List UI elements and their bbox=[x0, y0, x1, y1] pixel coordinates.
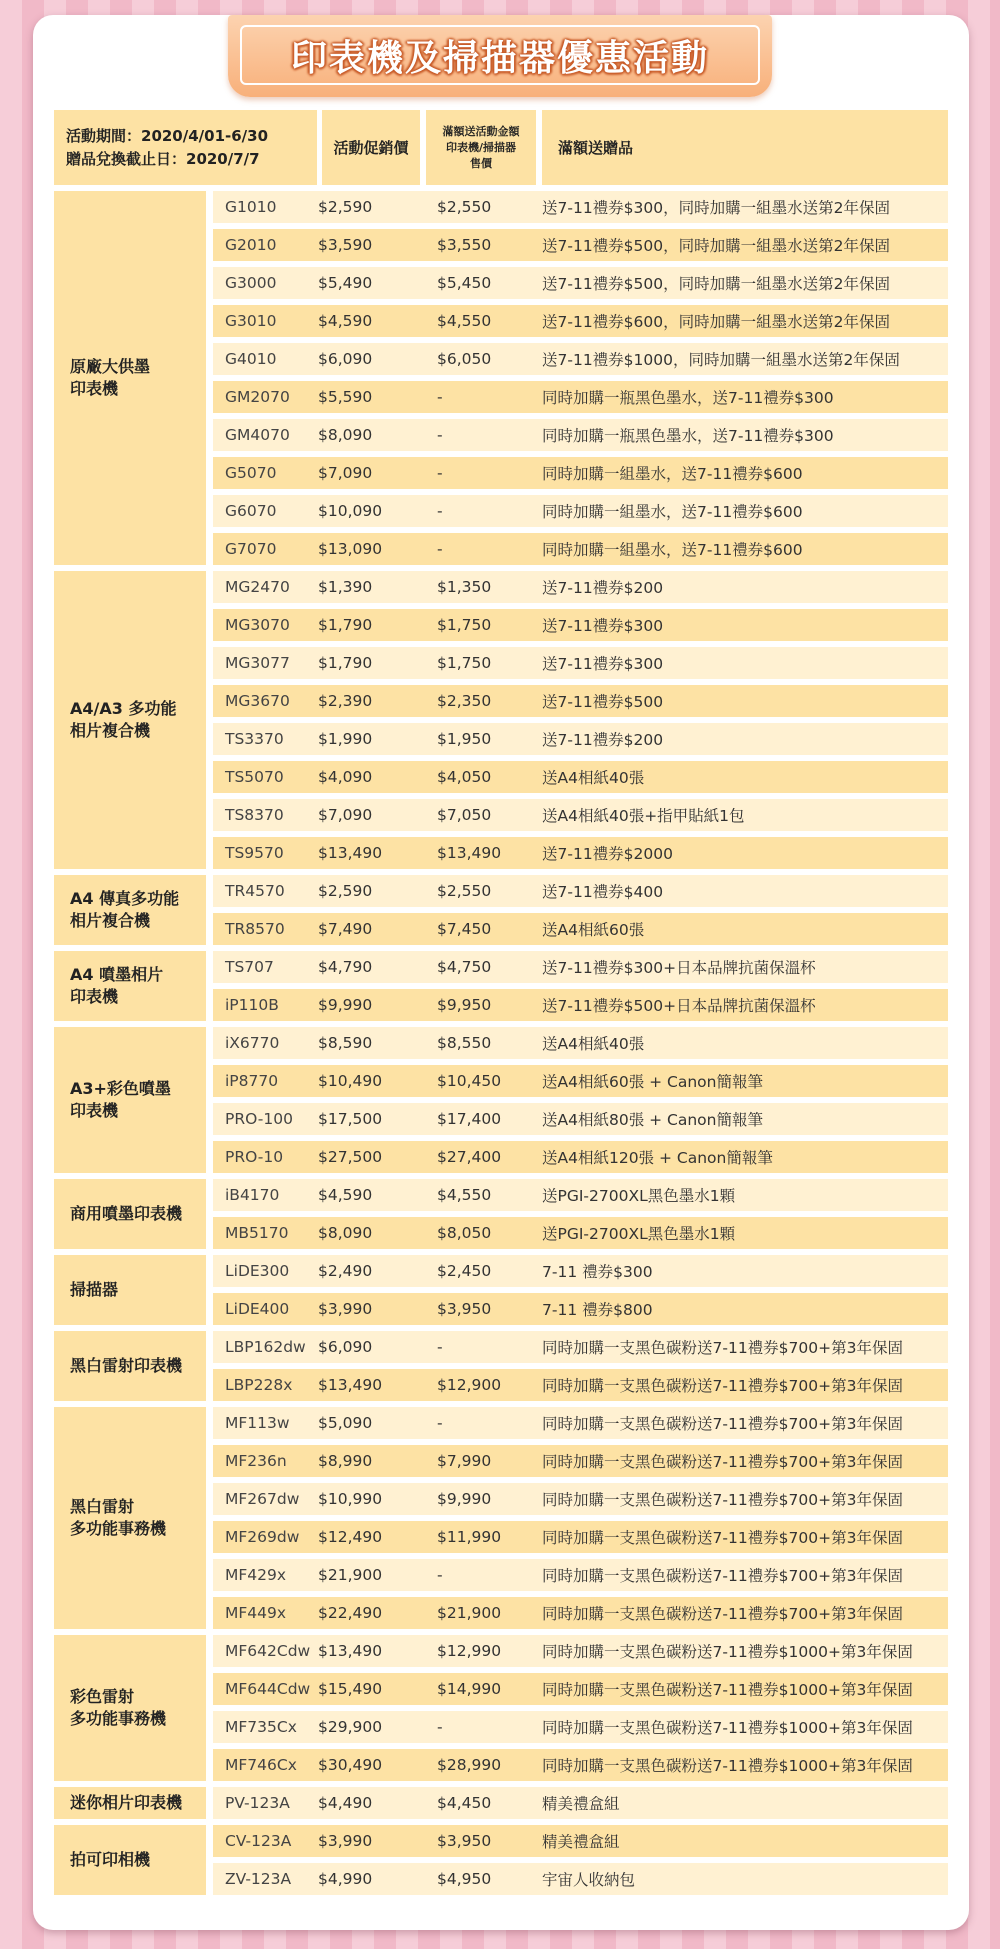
full-amount-cell: - bbox=[437, 1414, 443, 1432]
model-cell: G4010 bbox=[225, 350, 277, 368]
full-amount-cell: $5,450 bbox=[437, 274, 492, 292]
category-group bbox=[54, 1825, 948, 1895]
table-body bbox=[54, 191, 948, 1895]
table-row bbox=[213, 875, 948, 907]
model-cell: TS8370 bbox=[225, 806, 284, 824]
table-row bbox=[213, 799, 948, 831]
full-amount-cell: $4,550 bbox=[437, 1186, 492, 1204]
full-amount-cell: $3,950 bbox=[437, 1832, 492, 1850]
model-cell: TR8570 bbox=[225, 920, 285, 938]
table-row bbox=[213, 1787, 948, 1819]
full-amount-cell: $1,950 bbox=[437, 730, 492, 748]
full-amount-cell: $8,550 bbox=[437, 1034, 492, 1052]
model-cell: MF236n bbox=[225, 1452, 287, 1470]
header-promo-price: 活動促銷價 bbox=[322, 110, 420, 185]
promo-price-cell: $4,990 bbox=[318, 1870, 373, 1888]
gift-cell: 同時加購一支黑色碳粉送7-11禮券$1000+第3年保固 bbox=[542, 1681, 913, 1699]
model-cell: MG3077 bbox=[225, 654, 290, 672]
table-row bbox=[213, 837, 948, 869]
gift-cell: 送7-11禮券$300 bbox=[542, 655, 664, 673]
table-row bbox=[213, 381, 948, 413]
promo-price-cell: $2,590 bbox=[318, 882, 373, 900]
table-row bbox=[213, 1027, 948, 1059]
full-amount-cell: $4,750 bbox=[437, 958, 492, 976]
promo-price-cell: $4,590 bbox=[318, 1186, 373, 1204]
gift-cell: 送7-11禮券$500，同時加購一組墨水送第2年保固 bbox=[542, 237, 890, 255]
table-row bbox=[213, 1407, 948, 1439]
table-row bbox=[213, 609, 948, 641]
table-row bbox=[213, 951, 948, 983]
category-group bbox=[54, 1027, 948, 1173]
model-cell: LBP162dw bbox=[225, 1338, 306, 1356]
gift-cell: 送7-11禮券$300，同時加購一組墨水送第2年保固 bbox=[542, 199, 890, 217]
gift-cell: 同時加購一組墨水，送7-11禮券$600 bbox=[542, 541, 803, 559]
gift-cell: 送PGI-2700XL黑色墨水1顆 bbox=[542, 1225, 736, 1243]
category-label: 彩色雷射 多功能事務機 bbox=[54, 1635, 206, 1781]
model-cell: G1010 bbox=[225, 198, 277, 216]
promo-price-cell: $22,490 bbox=[318, 1604, 383, 1622]
table-row bbox=[213, 1521, 948, 1553]
table-row bbox=[213, 989, 948, 1021]
promo-price-cell: $10,490 bbox=[318, 1072, 383, 1090]
table-row bbox=[213, 1483, 948, 1515]
table-row bbox=[213, 1825, 948, 1857]
gift-cell: 7-11 禮券$300 bbox=[542, 1263, 653, 1281]
gift-cell: 送7-11禮券$500 bbox=[542, 693, 664, 711]
table-row bbox=[213, 913, 948, 945]
promo-price-cell: $2,490 bbox=[318, 1262, 373, 1280]
table-row bbox=[213, 723, 948, 755]
full-amount-cell: - bbox=[437, 1566, 443, 1584]
gift-cell: 送7-11禮券$500+日本品牌抗菌保溫杯 bbox=[542, 997, 816, 1015]
table-header bbox=[54, 110, 948, 185]
category-group bbox=[54, 1787, 948, 1819]
table-row bbox=[213, 1179, 948, 1211]
promo-price-cell: $12,490 bbox=[318, 1528, 383, 1546]
table-row bbox=[213, 191, 948, 223]
promo-price-cell: $1,790 bbox=[318, 654, 373, 672]
full-amount-cell: $9,990 bbox=[437, 1490, 492, 1508]
gift-cell: 同時加購一支黑色碳粉送7-11禮券$1000+第3年保固 bbox=[542, 1719, 913, 1737]
promo-price-cell: $6,090 bbox=[318, 1338, 373, 1356]
category-group bbox=[54, 951, 948, 1021]
full-amount-cell: $7,050 bbox=[437, 806, 492, 824]
full-amount-cell: $4,550 bbox=[437, 312, 492, 330]
table-row bbox=[213, 1369, 948, 1401]
gift-cell: 送A4相紙120張 + Canon簡報筆 bbox=[542, 1149, 773, 1167]
gift-cell: 7-11 禮券$800 bbox=[542, 1301, 653, 1319]
gift-cell: 送7-11禮券$200 bbox=[542, 579, 664, 597]
category-group bbox=[54, 875, 948, 945]
category-label: A4 噴墨相片 印表機 bbox=[54, 951, 206, 1021]
header-full-amount bbox=[426, 110, 536, 185]
table-row bbox=[213, 305, 948, 337]
model-cell: PV-123A bbox=[225, 1794, 290, 1812]
promo-price-cell: $5,490 bbox=[318, 274, 373, 292]
table-row bbox=[213, 1863, 948, 1895]
category-label: A3+彩色噴墨 印表機 bbox=[54, 1027, 206, 1173]
model-cell: TS5070 bbox=[225, 768, 284, 786]
full-amount-cell: $27,400 bbox=[437, 1148, 502, 1166]
table-row bbox=[213, 495, 948, 527]
gift-cell: 送A4相紙80張 + Canon簡報筆 bbox=[542, 1111, 763, 1129]
full-amount-cell: $2,450 bbox=[437, 1262, 492, 1280]
table-row bbox=[213, 1749, 948, 1781]
category-group bbox=[54, 1255, 948, 1325]
model-cell: MF644Cdw bbox=[225, 1680, 311, 1698]
promo-price-cell: $3,990 bbox=[318, 1832, 373, 1850]
promo-price-cell: $17,500 bbox=[318, 1110, 383, 1128]
gift-cell: 同時加購一支黑色碳粉送7-11禮券$1000+第3年保固 bbox=[542, 1643, 913, 1661]
promo-price-cell: $5,590 bbox=[318, 388, 373, 406]
model-cell: iB4170 bbox=[225, 1186, 280, 1204]
promo-price-cell: $7,490 bbox=[318, 920, 373, 938]
promo-price-cell: $9,990 bbox=[318, 996, 373, 1014]
full-amount-cell: $7,990 bbox=[437, 1452, 492, 1470]
header-full-line3: 售價 bbox=[470, 156, 492, 170]
full-amount-cell: $2,550 bbox=[437, 882, 492, 900]
model-cell: ZV-123A bbox=[225, 1870, 292, 1888]
table-row bbox=[213, 1255, 948, 1287]
table-row bbox=[213, 343, 948, 375]
promo-price-cell: $10,090 bbox=[318, 502, 383, 520]
promo-price-cell: $7,090 bbox=[318, 464, 373, 482]
table-row bbox=[213, 1103, 948, 1135]
gift-cell: 送A4相紙40張 bbox=[542, 769, 645, 787]
full-amount-cell: $12,900 bbox=[437, 1376, 502, 1394]
full-amount-cell: $14,990 bbox=[437, 1680, 502, 1698]
category-group bbox=[54, 571, 948, 869]
promo-price-cell: $15,490 bbox=[318, 1680, 383, 1698]
promo-price-cell: $2,390 bbox=[318, 692, 373, 710]
model-cell: GM2070 bbox=[225, 388, 290, 406]
promo-price-cell: $13,490 bbox=[318, 1376, 383, 1394]
gift-cell: 同時加購一支黑色碳粉送7-11禮券$700+第3年保固 bbox=[542, 1415, 903, 1433]
promo-price-cell: $27,500 bbox=[318, 1148, 383, 1166]
model-cell: CV-123A bbox=[225, 1832, 292, 1850]
gift-cell: 同時加購一支黑色碳粉送7-11禮券$700+第3年保固 bbox=[542, 1605, 903, 1623]
category-label: 拍可印相機 bbox=[54, 1825, 206, 1895]
promo-price-cell: $7,090 bbox=[318, 806, 373, 824]
model-cell: PRO-10 bbox=[225, 1148, 284, 1166]
promo-price-cell: $21,900 bbox=[318, 1566, 383, 1584]
promo-price-cell: $13,490 bbox=[318, 1642, 383, 1660]
promo-price-cell: $5,090 bbox=[318, 1414, 373, 1432]
table-row bbox=[213, 1559, 948, 1591]
gift-cell: 送7-11禮券$500，同時加購一組墨水送第2年保固 bbox=[542, 275, 890, 293]
promo-price-cell: $4,090 bbox=[318, 768, 373, 786]
header-period bbox=[54, 110, 317, 185]
table-row bbox=[213, 457, 948, 489]
table-row bbox=[213, 533, 948, 565]
promo-price-cell: $2,590 bbox=[318, 198, 373, 216]
category-group bbox=[54, 1179, 948, 1249]
header-full-line1: 滿額送活動金額 bbox=[442, 124, 520, 138]
promo-price-cell: $8,590 bbox=[318, 1034, 373, 1052]
gift-cell: 送A4相紙40張 bbox=[542, 1035, 645, 1053]
table-row bbox=[213, 1293, 948, 1325]
gift-cell: 送7-11禮券$2000 bbox=[542, 845, 673, 863]
model-cell: TR4570 bbox=[225, 882, 285, 900]
category-label: 商用噴墨印表機 bbox=[54, 1179, 206, 1249]
full-amount-cell: - bbox=[437, 502, 443, 520]
full-amount-cell: - bbox=[437, 1718, 443, 1736]
full-amount-cell: $1,750 bbox=[437, 654, 492, 672]
full-amount-cell: $10,450 bbox=[437, 1072, 502, 1090]
category-group bbox=[54, 1635, 948, 1781]
category-label: 迷你相片印表機 bbox=[54, 1787, 206, 1819]
gift-cell: 同時加購一組墨水，送7-11禮券$600 bbox=[542, 465, 803, 483]
category-label: A4 傳真多功能 相片複合機 bbox=[54, 875, 206, 945]
table-row bbox=[213, 1445, 948, 1477]
full-amount-cell: $7,450 bbox=[437, 920, 492, 938]
full-amount-cell: $4,050 bbox=[437, 768, 492, 786]
gift-cell: 同時加購一支黑色碳粉送7-11禮券$700+第3年保固 bbox=[542, 1377, 903, 1395]
model-cell: G3000 bbox=[225, 274, 277, 292]
table-row bbox=[213, 685, 948, 717]
promo-price-cell: $29,900 bbox=[318, 1718, 383, 1736]
model-cell: TS9570 bbox=[225, 844, 284, 862]
table-row bbox=[213, 1711, 948, 1743]
page-title: 印表機及掃描器優惠活動 bbox=[290, 37, 709, 79]
promo-price-cell: $8,990 bbox=[318, 1452, 373, 1470]
promo-price-cell: $13,490 bbox=[318, 844, 383, 862]
redeem-deadline-text: 贈品兌換截止日：2020/7/7 bbox=[66, 149, 260, 168]
table-row bbox=[213, 1673, 948, 1705]
gift-cell: 同時加購一瓶黑色墨水，送7-11禮券$300 bbox=[542, 389, 834, 407]
gift-cell: 送7-11禮券$300+日本品牌抗菌保溫杯 bbox=[542, 959, 816, 977]
promo-price-cell: $10,990 bbox=[318, 1490, 383, 1508]
model-cell: G2010 bbox=[225, 236, 277, 254]
gift-cell: 送7-11禮券$300 bbox=[542, 617, 664, 635]
promo-price-cell: $8,090 bbox=[318, 1224, 373, 1242]
full-amount-cell: $17,400 bbox=[437, 1110, 502, 1128]
full-amount-cell: - bbox=[437, 388, 443, 406]
model-cell: MF429x bbox=[225, 1566, 287, 1584]
table-row bbox=[213, 1635, 948, 1667]
gift-cell: 送A4相紙40張+指甲貼紙1包 bbox=[542, 807, 745, 825]
category-group bbox=[54, 1331, 948, 1401]
title-banner bbox=[228, 15, 772, 97]
promo-price-cell: $4,590 bbox=[318, 312, 373, 330]
category-label: 黑白雷射印表機 bbox=[54, 1331, 206, 1401]
full-amount-cell: $3,950 bbox=[437, 1300, 492, 1318]
model-cell: MB5170 bbox=[225, 1224, 289, 1242]
table-row bbox=[213, 1217, 948, 1249]
gift-cell: 送7-11禮券$1000，同時加購一組墨水送第2年保固 bbox=[542, 351, 900, 369]
gift-cell: 送A4相紙60張 + Canon簡報筆 bbox=[542, 1073, 763, 1091]
header-full-line2: 印表機/掃描器 bbox=[445, 140, 517, 154]
model-cell: G3010 bbox=[225, 312, 277, 330]
promo-price-cell: $4,790 bbox=[318, 958, 373, 976]
model-cell: TS3370 bbox=[225, 730, 284, 748]
promo-table bbox=[54, 110, 948, 1895]
full-amount-cell: $13,490 bbox=[437, 844, 502, 862]
full-amount-cell: - bbox=[437, 1338, 443, 1356]
model-cell: MG3670 bbox=[225, 692, 290, 710]
full-amount-cell: $12,990 bbox=[437, 1642, 502, 1660]
model-cell: MF735Cx bbox=[225, 1718, 297, 1736]
promo-price-cell: $6,090 bbox=[318, 350, 373, 368]
full-amount-cell: $1,350 bbox=[437, 578, 492, 596]
model-cell: MF746Cx bbox=[225, 1756, 297, 1774]
table-row bbox=[213, 1331, 948, 1363]
category-label: 原廠大供墨 印表機 bbox=[54, 191, 206, 565]
model-cell: MF642Cdw bbox=[225, 1642, 311, 1660]
full-amount-cell: $1,750 bbox=[437, 616, 492, 634]
full-amount-cell: - bbox=[437, 426, 443, 444]
gift-cell: 同時加購一瓶黑色墨水，送7-11禮券$300 bbox=[542, 427, 834, 445]
model-cell: G5070 bbox=[225, 464, 277, 482]
table-row bbox=[213, 761, 948, 793]
model-cell: PRO-100 bbox=[225, 1110, 293, 1128]
title-banner-frame bbox=[240, 25, 760, 85]
gift-cell: 送7-11禮券$400 bbox=[542, 883, 664, 901]
promo-price-cell: $3,590 bbox=[318, 236, 373, 254]
gift-cell: 同時加購一支黑色碳粉送7-11禮券$1000+第3年保固 bbox=[542, 1757, 913, 1775]
model-cell: iP110B bbox=[225, 996, 279, 1014]
full-amount-cell: $4,950 bbox=[437, 1870, 492, 1888]
gift-cell: 送7-11禮券$200 bbox=[542, 731, 664, 749]
model-cell: TS707 bbox=[225, 958, 274, 976]
table-row bbox=[213, 1141, 948, 1173]
gift-cell: 同時加購一支黑色碳粉送7-11禮券$700+第3年保固 bbox=[542, 1567, 903, 1585]
gift-cell: 宇宙人收納包 bbox=[542, 1871, 636, 1889]
table-row bbox=[213, 419, 948, 451]
promo-price-cell: $1,790 bbox=[318, 616, 373, 634]
header-gift: 滿額送贈品 bbox=[542, 110, 948, 185]
full-amount-cell: - bbox=[437, 540, 443, 558]
promo-price-cell: $4,490 bbox=[318, 1794, 373, 1812]
model-cell: GM4070 bbox=[225, 426, 290, 444]
model-cell: iX6770 bbox=[225, 1034, 280, 1052]
category-group bbox=[54, 191, 948, 565]
table-row bbox=[213, 229, 948, 261]
promo-price-cell: $8,090 bbox=[318, 426, 373, 444]
gift-cell: 同時加購一支黑色碳粉送7-11禮券$700+第3年保固 bbox=[542, 1453, 903, 1471]
period-text: 活動期間：2020/4/01-6/30 bbox=[66, 126, 269, 145]
model-cell: LiDE400 bbox=[225, 1300, 290, 1318]
model-cell: G7070 bbox=[225, 540, 277, 558]
model-cell: MF113w bbox=[225, 1414, 290, 1432]
full-amount-cell: $2,550 bbox=[437, 198, 492, 216]
model-cell: MG2470 bbox=[225, 578, 290, 596]
full-amount-cell: $2,350 bbox=[437, 692, 492, 710]
table-row bbox=[213, 647, 948, 679]
promo-price-cell: $13,090 bbox=[318, 540, 383, 558]
gift-cell: 送7-11禮券$600，同時加購一組墨水送第2年保固 bbox=[542, 313, 890, 331]
gift-cell: 送A4相紙60張 bbox=[542, 921, 645, 939]
promo-price-cell: $30,490 bbox=[318, 1756, 383, 1774]
table-row bbox=[213, 1065, 948, 1097]
promo-price-cell: $3,990 bbox=[318, 1300, 373, 1318]
full-amount-cell: $21,900 bbox=[437, 1604, 502, 1622]
table-row bbox=[213, 571, 948, 603]
gift-cell: 同時加購一支黑色碳粉送7-11禮券$700+第3年保固 bbox=[542, 1339, 903, 1357]
promo-price-cell: $1,390 bbox=[318, 578, 373, 596]
category-group bbox=[54, 1407, 948, 1629]
table-row bbox=[213, 267, 948, 299]
full-amount-cell: $11,990 bbox=[437, 1528, 502, 1546]
gift-cell: 送PGI-2700XL黑色墨水1顆 bbox=[542, 1187, 736, 1205]
category-label: 掃描器 bbox=[54, 1255, 206, 1325]
model-cell: MF269dw bbox=[225, 1528, 300, 1546]
gift-cell: 精美禮盒組 bbox=[542, 1795, 620, 1813]
gift-cell: 精美禮盒組 bbox=[542, 1833, 620, 1851]
full-amount-cell: $28,990 bbox=[437, 1756, 502, 1774]
model-cell: G6070 bbox=[225, 502, 277, 520]
gift-cell: 同時加購一支黑色碳粉送7-11禮券$700+第3年保固 bbox=[542, 1529, 903, 1547]
model-cell: MF449x bbox=[225, 1604, 287, 1622]
category-label: 黑白雷射 多功能事務機 bbox=[54, 1407, 206, 1629]
full-amount-cell: - bbox=[437, 464, 443, 482]
model-cell: MF267dw bbox=[225, 1490, 300, 1508]
model-cell: MG3070 bbox=[225, 616, 290, 634]
category-label: A4/A3 多功能 相片複合機 bbox=[54, 571, 206, 869]
full-amount-cell: $8,050 bbox=[437, 1224, 492, 1242]
model-cell: LiDE300 bbox=[225, 1262, 290, 1280]
gift-cell: 同時加購一支黑色碳粉送7-11禮券$700+第3年保固 bbox=[542, 1491, 903, 1509]
gift-cell: 同時加購一組墨水，送7-11禮券$600 bbox=[542, 503, 803, 521]
model-cell: iP8770 bbox=[225, 1072, 279, 1090]
full-amount-cell: $3,550 bbox=[437, 236, 492, 254]
model-cell: LBP228x bbox=[225, 1376, 293, 1394]
table-row bbox=[213, 1597, 948, 1629]
full-amount-cell: $6,050 bbox=[437, 350, 492, 368]
full-amount-cell: $9,950 bbox=[437, 996, 492, 1014]
full-amount-cell: $4,450 bbox=[437, 1794, 492, 1812]
promo-price-cell: $1,990 bbox=[318, 730, 373, 748]
